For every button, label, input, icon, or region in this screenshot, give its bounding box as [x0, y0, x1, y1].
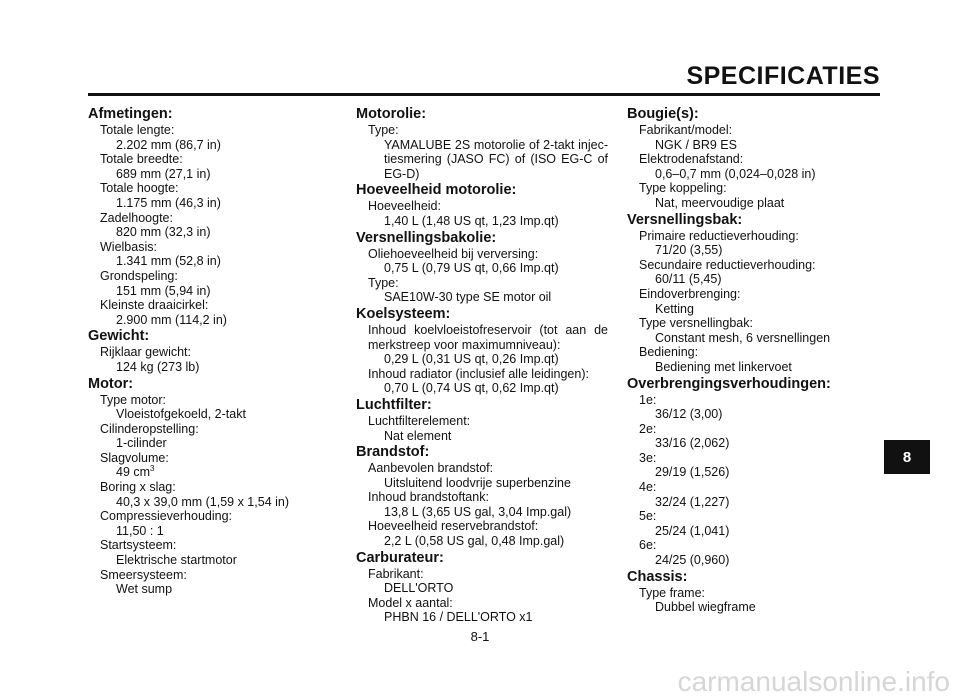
spec-value: DELL'ORTO: [384, 581, 454, 596]
spec-value: 0,75 L (0,79 US qt, 0,66 Imp.qt): [384, 261, 559, 276]
spec-value: 60/11 (5,45): [655, 272, 722, 287]
spec-value: 689 mm (27,1 in): [116, 166, 211, 181]
spec-value: 820 mm (32,3 in): [116, 225, 211, 240]
section-heading-versnellingsbak: Versnellingsbak:: [627, 211, 743, 228]
section-heading-versnellingsbakolie: Versnellingsbakolie:: [356, 229, 497, 246]
spec-value: 11,50 : 1: [116, 523, 164, 538]
section-heading-chassis: Chassis:: [627, 568, 688, 585]
spec-value: NGK / BR9 ES: [655, 137, 737, 152]
spec-value: Bediening met linkervoet: [655, 359, 792, 374]
spec-value: 2,2 L (0,58 US gal, 0,48 Imp.gal): [384, 534, 565, 549]
section-heading-hoeveelheid-motorolie: Hoeveelheid motorolie:: [356, 182, 517, 199]
spec-label: Slagvolume:: [100, 450, 169, 465]
spec-value: 0,70 L (0,74 US qt, 0,62 Imp.qt): [384, 381, 559, 396]
spec-label: Totale lengte:: [100, 123, 175, 137]
section-heading-motorolie: Motorolie:: [356, 106, 427, 122]
spec-label: 2e:: [639, 421, 657, 436]
spec-value: 29/19 (1,526): [655, 465, 730, 480]
spec-label: Grondspeling:: [100, 268, 178, 283]
spec-label: Totale breedte:: [100, 152, 183, 167]
spec-value: 124 kg (273 lb): [116, 359, 200, 374]
spec-label: Type koppeling:: [639, 181, 727, 196]
spec-label: 4e:: [639, 480, 657, 495]
spec-label: Inhoud brandstoftank:: [368, 490, 489, 505]
spec-label: Hoeveelheid:: [368, 199, 441, 214]
spec-value: Vloeistofgekoeld, 2-takt: [116, 407, 246, 422]
section-heading-brandstof: Brandstof:: [356, 444, 430, 461]
spec-column-2: [356, 105, 608, 625]
spec-label: Compressieverhouding:: [100, 509, 233, 524]
spec-value: 1.175 mm (46,3 in): [116, 195, 221, 210]
page-title: SPECIFICATIES: [686, 62, 880, 90]
spec-label: Elektrodenafstand:: [639, 152, 744, 167]
spec-label: Primaire reductieverhouding:: [639, 228, 799, 243]
header-divider: [88, 93, 880, 96]
spec-value: Nat element: [384, 428, 452, 443]
spec-value: Wet sump: [116, 582, 173, 597]
spec-label: Oliehoeveelheid bij verversing:: [368, 246, 539, 261]
spec-value: 13,8 L (3,65 US gal, 3,04 Imp.gal): [384, 504, 572, 519]
spec-value: 40,3 x 39,0 mm (1,59 x 1,54 in): [116, 494, 290, 509]
spec-label: Kleinste draaicirkel:: [100, 298, 209, 313]
spec-value: 2.202 mm (86,7 in): [116, 137, 221, 152]
section-heading-bougie: Bougie(s):: [627, 106, 699, 122]
section-heading-luchtfilter: Luchtfilter:: [356, 396, 432, 413]
spec-label: Bediening:: [639, 345, 699, 360]
page-number: 8-1: [470, 629, 490, 644]
spec-value: Elektrische startmotor: [116, 553, 237, 568]
spec-label: Inhoud radiator (inclusief alle leidingen):: [368, 366, 589, 381]
spec-value: 151 mm (5,94 in): [116, 283, 211, 298]
spec-value: 1.341 mm (52,8 in): [116, 254, 221, 269]
spec-value: Nat, meervoudige plaat: [655, 195, 785, 210]
displacement-value: 49 cm: [116, 465, 151, 480]
section-heading-overbrengingsverhoudingen: Overbrengingsverhoudingen:: [627, 375, 831, 392]
spec-value: 33/16 (2,062): [655, 436, 730, 451]
spec-label: Luchtfilterelement:: [368, 413, 471, 428]
spec-label: Fabrikant:: [368, 566, 424, 581]
spec-value: Ketting: [655, 301, 694, 316]
section-heading-koelsysteem: Koelsysteem:: [356, 305, 451, 322]
spec-value: 1,40 L (1,48 US qt, 1,23 Imp.qt): [384, 213, 559, 228]
spec-value: 1-cilinder: [116, 436, 167, 451]
spec-label: Type frame:: [639, 585, 705, 600]
spec-label: Smeersysteem:: [100, 567, 187, 582]
spec-label: Type motor:: [100, 392, 166, 407]
section-heading-afmetingen: Afmetingen:: [88, 106, 173, 122]
spec-value: PHBN 16 / DELL'ORTO x1: [384, 610, 533, 625]
spec-value: SAE10W-30 type SE motor oil: [384, 290, 552, 305]
spec-label: Secundaire reductieverhouding:: [639, 257, 816, 272]
chapter-tab: 8: [884, 440, 930, 474]
watermark: carmanualsonline.info: [677, 666, 950, 697]
spec-label: 6e:: [639, 538, 657, 553]
spec-label: Totale hoogte:: [100, 181, 179, 196]
spec-label: Zadelhoogte:: [100, 210, 173, 225]
spec-value: Uitsluitend loodvrije superbenzine: [384, 475, 571, 490]
spec-label: 3e:: [639, 450, 657, 465]
spec-column-3: [627, 105, 859, 615]
spec-label: Type:: [368, 275, 399, 290]
spec-value: YAMALUBE 2S motorolie of 2-takt injec-: [384, 137, 608, 152]
displacement-exponent: 3: [150, 464, 155, 474]
spec-label: Inhoud koelvloeistofreservoir (tot aan de: [368, 322, 608, 337]
spec-label: Type:: [368, 123, 399, 137]
spec-value: Constant mesh, 6 versnellingen: [655, 330, 831, 345]
section-heading-carburateur: Carburateur:: [356, 549, 444, 566]
spec-value: 71/20 (3,55): [655, 243, 723, 258]
spec-label: Boring x slag:: [100, 480, 176, 495]
spec-label: Type versnellingbak:: [639, 316, 753, 331]
spec-label: Rijklaar gewicht:: [100, 345, 192, 360]
spec-value: 32/24 (1,227): [655, 494, 730, 509]
spec-value-displacement: [88, 465, 320, 480]
spec-label: 1e:: [639, 392, 657, 407]
spec-label: merkstreep voor maximumniveau):: [368, 337, 561, 352]
spec-value: 36/12 (3,00): [655, 407, 723, 422]
spec-label: Aanbevolen brandstof:: [368, 461, 494, 476]
spec-value: 0,29 L (0,31 US qt, 0,26 Imp.qt): [384, 352, 559, 367]
spec-label: Startsysteem:: [100, 538, 177, 553]
spec-label: Model x aantal:: [368, 595, 453, 610]
spec-value: 25/24 (1,041): [655, 523, 730, 538]
spec-column-1: [88, 105, 320, 597]
spec-value: EG-D): [384, 166, 420, 181]
spec-value: 24/25 (0,960): [655, 553, 730, 568]
spec-value: tiesmering (JASO FC) of (ISO EG-C of: [384, 152, 608, 167]
spec-label: Wielbasis:: [100, 239, 157, 254]
spec-value: Dubbel wiegframe: [655, 600, 756, 615]
spec-label: 5e:: [639, 509, 657, 524]
spec-label: Cilinderopstelling:: [100, 421, 199, 436]
section-heading-motor: Motor:: [88, 375, 134, 392]
spec-label: Hoeveelheid reservebrandstof:: [368, 519, 539, 534]
spec-label: Eindoverbrenging:: [639, 286, 741, 301]
spec-label: Fabrikant/model:: [639, 123, 733, 137]
spec-value: 0,6–0,7 mm (0,024–0,028 in): [655, 166, 816, 181]
section-heading-gewicht: Gewicht:: [88, 328, 150, 345]
spec-value: 2.900 mm (114,2 in): [116, 312, 227, 327]
